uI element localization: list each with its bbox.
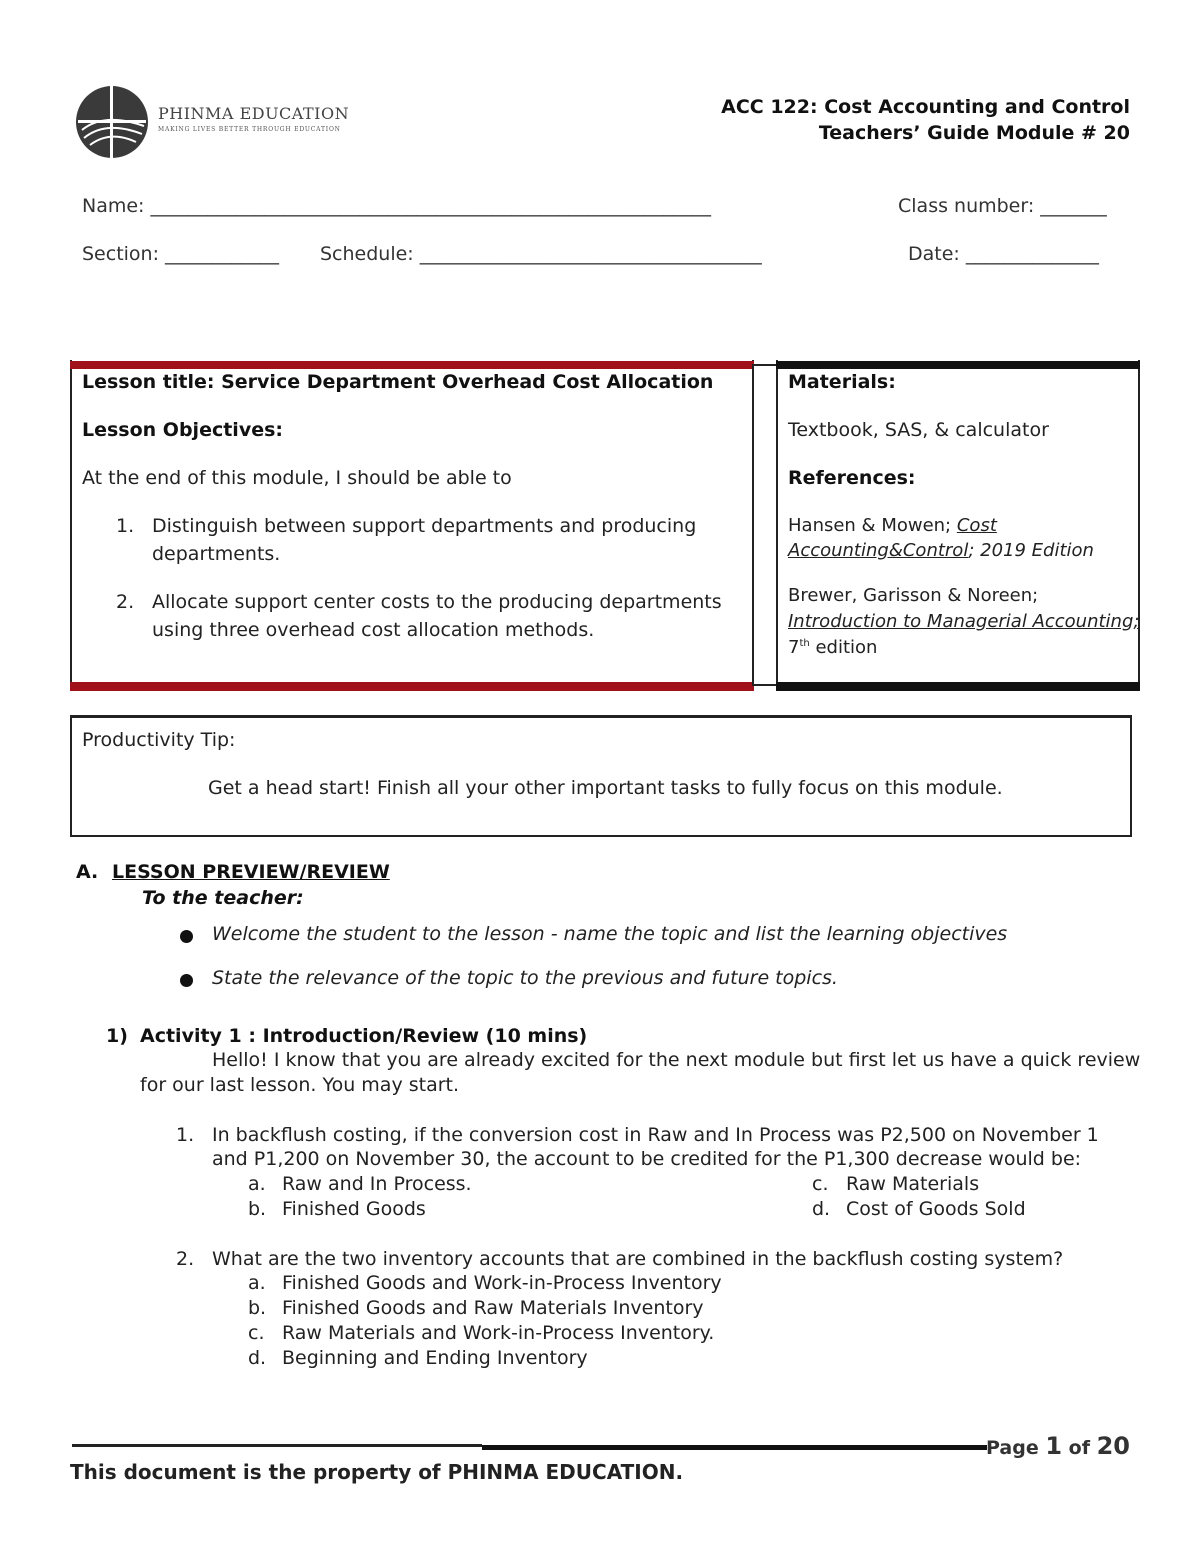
activity-title: Activity 1 : Introduction/Review (10 mins) [140,1025,588,1047]
objective-number: 1. [116,515,135,537]
option-letter: b. [248,1198,267,1220]
phinma-logo [74,82,350,162]
lesson-objectives-label: Lesson Objectives: [82,419,283,441]
page-number [986,1432,1130,1460]
question-text: In backflush costing, if the conversion cost in Raw and In Process was P2,500 on November 1 [212,1124,1099,1146]
option-letter: c. [812,1173,829,1195]
divider [752,364,778,366]
page-word: Page [985,1437,1046,1459]
option-letter: d. [248,1347,267,1369]
reference-1 [788,515,997,536]
materials-label: Materials: [788,371,896,393]
activity-number: 1) [106,1025,128,1047]
lesson-intro: At the end of this module, I should be able to [82,467,512,489]
option-letter: b. [248,1297,267,1319]
reference-1-edition: ; 2019 Edition [968,540,1094,561]
tip-text: Get a head start! Finish all your other important tasks to fully focus on this module. [208,777,1003,799]
teacher-note: State the relevance of the topic to the previous and future topics. [212,967,838,989]
logo-name: PHINMA EDUCATION [158,104,350,123]
section-title: LESSON PREVIEW/REVIEW [112,861,390,883]
activity-intro: for our last lesson. You may start. [140,1074,460,1096]
footer-divider [72,1444,482,1447]
footer-divider [482,1445,987,1450]
logo-tagline: MAKING LIVES BETTER THROUGH EDUCATION [158,126,341,133]
page-total: 20 [1096,1432,1130,1460]
schedule-field[interactable]: Schedule: ____________________________________ [320,243,762,265]
references-label: References: [788,467,916,489]
option-letter: c. [248,1322,265,1344]
lesson-box-bottom-bar [70,682,754,691]
option-letter: a. [248,1272,266,1294]
page-current: 1 [1045,1432,1063,1460]
page-of: of [1062,1437,1097,1459]
option-text[interactable]: Raw and In Process. [282,1173,472,1195]
to-teacher-label: To the teacher: [142,887,304,909]
objective-number: 2. [116,591,135,613]
option-text[interactable]: Finished Goods [282,1198,426,1220]
date-field[interactable]: Date: ______________ [908,243,1099,265]
option-letter: a. [248,1173,266,1195]
option-text[interactable]: Finished Goods and Raw Materials Inventory [282,1297,704,1319]
question-text: and P1,200 on November 30, the account to be credited for the P1,300 decrease would be: [212,1148,1082,1170]
property-notice: This document is the property of PHINMA EDUCATION. [70,1460,684,1484]
lesson-title-label: Lesson title: [82,371,222,393]
divider [752,684,778,686]
option-text[interactable]: Beginning and Ending Inventory [282,1347,588,1369]
option-text[interactable]: Raw Materials [846,1173,980,1195]
course-title: ACC 122: Cost Accounting and Control [721,96,1130,118]
question-number: 2. [176,1248,195,1270]
edition-number: 7 [788,637,800,658]
activity-intro: Hello! I know that you are already excited for the next module but first let us have a quick review [212,1049,1141,1071]
class-number-field[interactable]: Class number: _______ [898,195,1107,217]
reference-1-cont [788,540,1094,561]
divider [752,364,754,686]
reference-1-title: Accounting&Control [788,540,969,561]
lesson-title [82,371,713,393]
name-field[interactable]: Name: ___________________________________________________________ [82,195,711,217]
logo-globe-icon [74,82,154,162]
objective-text: departments. [152,543,281,565]
lesson-box-top-bar [70,361,754,369]
option-text[interactable]: Finished Goods and Work-in-Process Inventory [282,1272,722,1294]
reference-1-title: Cost [956,515,997,536]
reference-1-authors: Hansen & Mowen; [788,515,957,536]
module-title: Teachers’ Guide Module # 20 [818,122,1130,144]
edition-suffix: th [799,638,810,649]
option-letter: d. [812,1198,831,1220]
objective-text: using three overhead cost allocation methods. [152,619,595,641]
question-text: What are the two inventory accounts that are combined in the backflush costing system? [212,1248,1064,1270]
section-letter: A. [76,861,99,883]
section-field[interactable]: Section: ____________ [82,243,280,265]
materials-box-top-bar [776,361,1140,369]
materials-value: Textbook, SAS, & calculator [788,419,1049,441]
tip-label: Productivity Tip: [82,729,236,751]
question-number: 1. [176,1124,195,1146]
materials-box-bottom-bar [776,682,1140,691]
bullet-icon [180,974,193,987]
edition-word: edition [809,637,878,658]
reference-2-authors: Brewer, Garisson & Noreen; [788,585,1039,606]
objective-text: Allocate support center costs to the producing departments [152,591,722,613]
lesson-title-text: Service Department Overhead Cost Allocation [221,371,714,393]
option-text[interactable]: Cost of Goods Sold [846,1198,1026,1220]
reference-2-title: Introduction to Managerial Accounting; [788,611,1140,632]
teacher-note: Welcome the student to the lesson - name the topic and list the learning objectives [212,923,1008,945]
bullet-icon [180,930,193,943]
objective-text: Distinguish between support departments and producing [152,515,697,537]
option-text[interactable]: Raw Materials and Work-in-Process Inventory. [282,1322,715,1344]
reference-2-edition [788,637,877,658]
